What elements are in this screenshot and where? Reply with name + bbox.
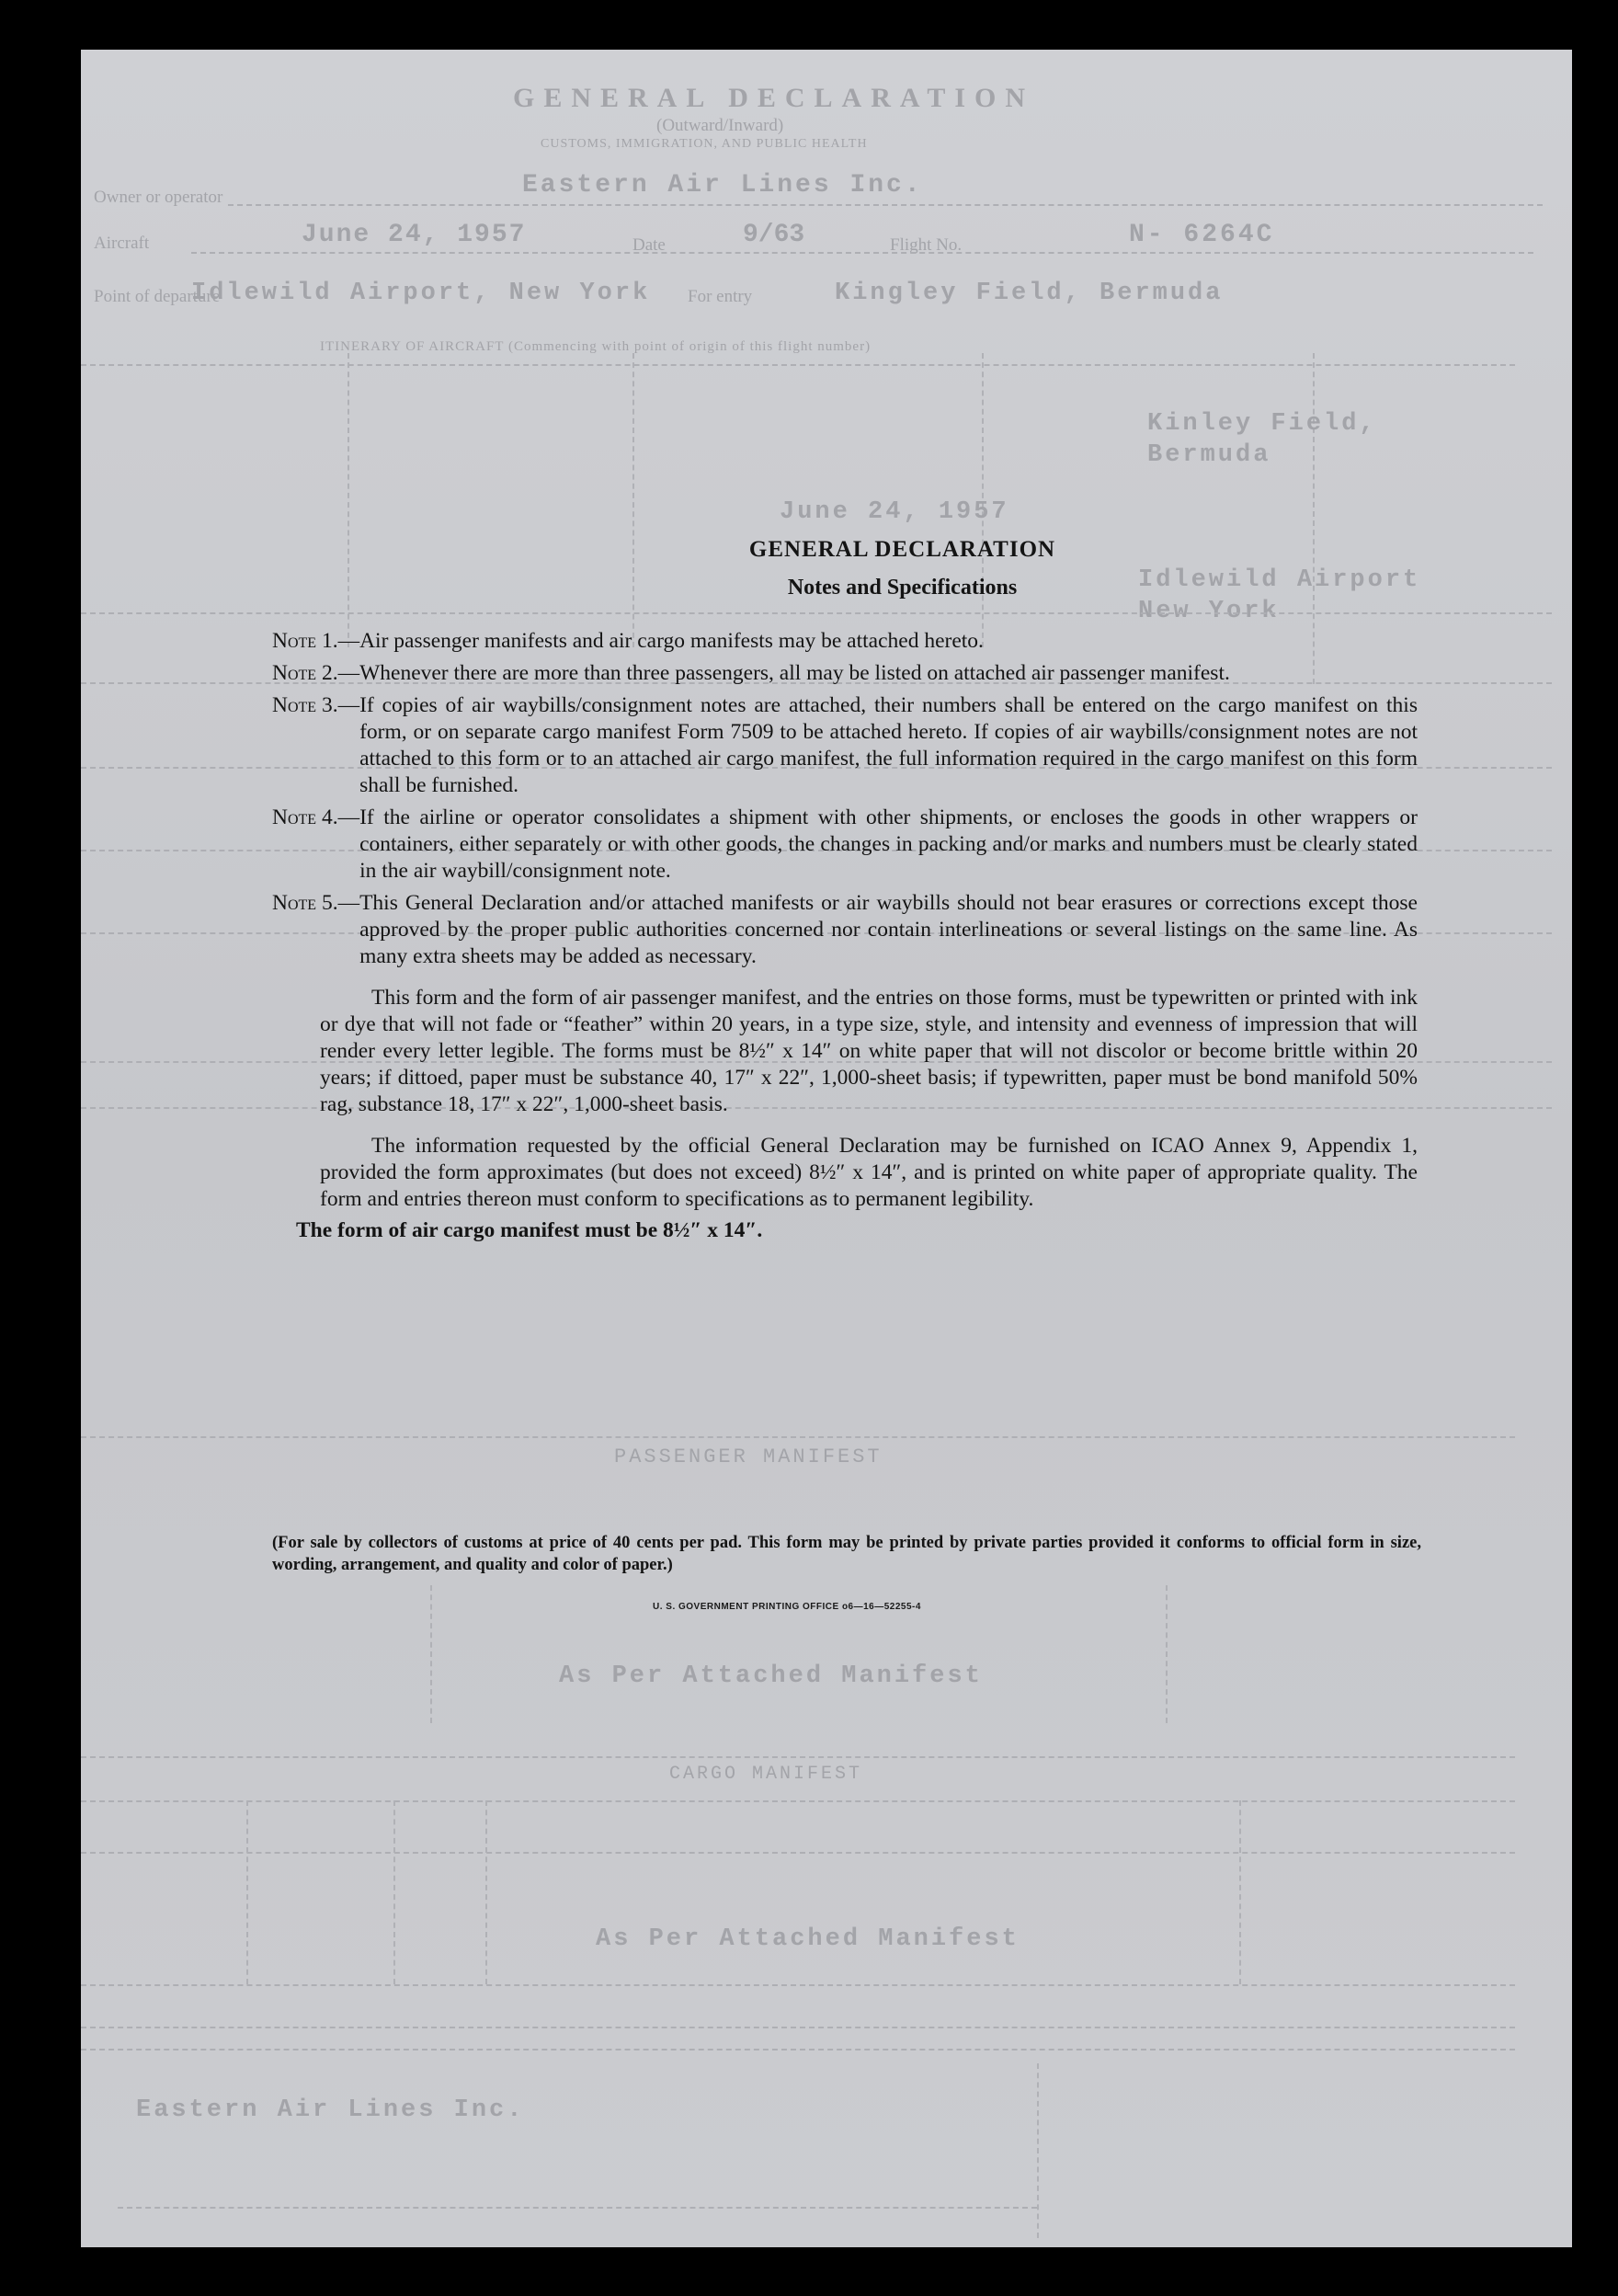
bleed-attached-manifest: As Per Attached Manifest: [559, 1662, 983, 1690]
bleed-cargo-note: As Per Attached Manifest: [596, 1925, 1020, 1953]
note-1: [272, 628, 1418, 655]
bleed-rule: [81, 1984, 1515, 1986]
bleed-date-value: June 24, 1957: [302, 221, 527, 249]
note-2: [272, 660, 1418, 687]
notes-title: GENERAL DECLARATION: [748, 537, 1056, 562]
bleed-flight-value: 9/63: [743, 221, 805, 249]
note-text: Air passenger manifests and air cargo manifests may be attached hereto.: [359, 629, 984, 653]
bleed-column-rule: [1239, 1800, 1241, 1984]
bleed-itinerary-header: ITINERARY OF AIRCRAFT (Commencing with point of origin of this flight number): [320, 339, 872, 354]
bleed-owner-value: Eastern Air Lines Inc.: [522, 171, 923, 200]
bleed-rule: [81, 2049, 1515, 2050]
bleed-flight-label: Flight No.: [890, 235, 963, 255]
notes-subtitle: Notes and Specifications: [787, 576, 1018, 600]
note-text: This General Declaration and/or attached manifests or air waybills should not bear erasures or corrections except those approved by the proper public authorities concerned nor contain interlineations or several listings on the same line. As many extra sheets may be added as necessary.: [359, 891, 1418, 968]
note-5: [272, 890, 1418, 970]
bleed-itinerary-date: June 24, 1957: [780, 498, 1009, 526]
bleed-itinerary-place: Kinley Field, Bermuda: [1147, 410, 1377, 469]
bleed-rule: [81, 1436, 1515, 1438]
bleed-owner-label: Owner or operator: [94, 188, 223, 207]
bleed-form-agencies: CUSTOMS, IMMIGRATION, AND PUBLIC HEALTH: [541, 137, 868, 151]
bleed-form-title: GENERAL DECLARATION: [513, 83, 1035, 113]
bleed-rule: [81, 1852, 1515, 1854]
note-3: [272, 692, 1418, 799]
bleed-column-rule: [485, 1800, 487, 1984]
document-sheet: [81, 50, 1572, 2247]
note-text: Whenever there are more than three passengers, all may be listed on attached air passenger manifest.: [359, 661, 1230, 685]
bleed-passenger-manifest: PASSENGER MANIFEST: [614, 1445, 883, 1468]
icao-paragraph: The information requested by the official General Declaration may be furnished on ICAO Annex 9, Appendix 1, provided the form approximates (but does not exceed) 8½″ x 14″, and is printed on white paper of appropriate quality. The form and entries thereon must conform to specifications as to permanent legibility.: [320, 1134, 1418, 1211]
bleed-column-rule: [246, 1800, 248, 1984]
note-4: [272, 805, 1418, 885]
legibility-paragraph: This form and the form of air passenger manifest, and the entries on those forms, must be typewritten or printed with ink or dye that will not fade or “feather” within 20 years, in a type size, style, and intensity and evenness of impression that will render every letter legible. The forms must be 8½″ x 14″ on white paper that will not discolor or become brittle within 20 years; if dittoed, paper must be substance 40, 17″ x 22″, 1,000-sheet basis; if typewritten, paper must be bond manifold 50% rag, substance 18, 17″ x 22″, 1,000-sheet basis.: [320, 986, 1418, 1116]
bleed-arrival-label: For entry: [688, 287, 753, 306]
bleed-column-rule: [393, 1800, 395, 1984]
sale-notice: (For sale by collectors of customs at price of 40 cents per pad. This form may be printed by private parties provided it conforms to official form in size, wording, arrangement, and quality and color of paper.): [272, 1534, 1421, 1574]
cargo-manifest-size-line: The form of air cargo manifest must be 8½″ x 14″.: [296, 1218, 763, 1242]
note-label: Note 3.—: [272, 693, 360, 717]
bleed-column-rule: [1037, 2063, 1039, 2238]
bleed-rule: [191, 252, 1533, 254]
printer-line: U. S. GOVERNMENT PRINTING OFFICE o6—16—52255-4: [653, 1602, 921, 1612]
bleed-departure-label: Point of departure: [94, 287, 221, 306]
bleed-arrival-value: Idlewild Airport, New York: [191, 280, 651, 307]
bleed-rule: [81, 2027, 1515, 2028]
bleed-rule: [228, 204, 1543, 206]
notes-section: [272, 537, 1418, 1243]
bleed-rule: [81, 364, 1515, 366]
bleed-cargo-manifest: CARGO MANIFEST: [669, 1764, 863, 1785]
bleed-column-rule: [430, 1585, 432, 1723]
bleed-date-label: Date: [632, 235, 666, 255]
note-text: If the airline or operator consolidates a shipment with other shipments, or encloses the goods in other wrappers or containers, either separately or with other goods, the changes in packing and/or marks and numbers must be clearly stated in the air waybill/consignment note.: [359, 805, 1418, 883]
bleed-rule: [81, 1800, 1515, 1802]
note-label: Note 2.—: [272, 661, 360, 685]
bleed-column-rule: [1166, 1585, 1168, 1723]
note-text: If copies of air waybills/consignment notes are attached, their numbers shall be entered on the cargo manifest on this form, or on separate cargo manifest Form 7509 to be attached hereto. If copies of air waybills/consignment notes are not attached to this form or to an attached air cargo manifest, the full information required in the cargo manifest on this form shall be furnished.: [359, 693, 1418, 797]
bleed-form-subtitle: (Outward/Inward): [656, 116, 784, 135]
note-label: Note 5.—: [272, 891, 360, 915]
bleed-itinerary-dest: Idlewild Airport New York: [1138, 566, 1421, 625]
note-label: Note 1.—: [272, 629, 360, 653]
bleed-rule: [118, 2207, 1037, 2209]
note-label: Note 4.—: [272, 805, 360, 829]
bleed-rule: [81, 1756, 1515, 1758]
bleed-aircraft-label: Aircraft: [94, 234, 150, 253]
bleed-aircraft-value: N- 6264C: [1129, 221, 1275, 249]
bleed-departure-value: Kingley Field, Bermuda: [835, 280, 1224, 307]
bleed-signature-company: Eastern Air Lines Inc.: [136, 2096, 525, 2124]
